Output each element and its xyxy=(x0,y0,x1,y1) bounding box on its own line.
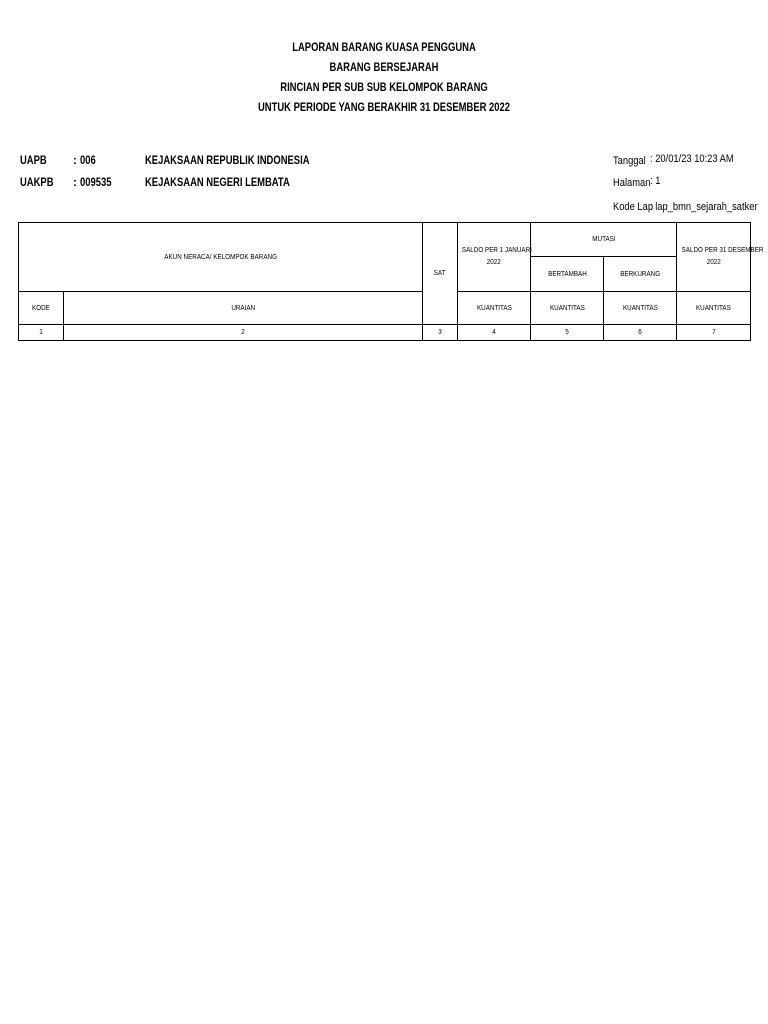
header-kuantitas-saldo-akhir: KUANTITAS xyxy=(677,292,751,325)
column-number-7: 7 xyxy=(677,325,751,341)
title-line-1: LAPORAN BARANG KUASA PENGGUNA xyxy=(292,42,476,54)
header-saldo-awal: SALDO PER 1 JANUARI 2022 xyxy=(458,223,531,292)
header-sat: SAT xyxy=(423,223,458,325)
column-number-1: 1 xyxy=(19,325,64,341)
header-kuantitas-berkurang: KUANTITAS xyxy=(604,292,677,325)
column-number-2: 2 xyxy=(64,325,423,341)
uakpb-code: 009535 xyxy=(80,177,112,189)
halaman-label: Halaman xyxy=(613,177,651,189)
report-title xyxy=(0,38,768,118)
column-number-4: 4 xyxy=(458,325,531,341)
title-line-4: UNTUK PERIODE YANG BERAKHIR 31 DESEMBER 2022 xyxy=(257,102,511,114)
uakpb-name: KEJAKSAAN NEGERI LEMBATA xyxy=(145,177,290,189)
column-number-5: 5 xyxy=(531,325,604,341)
header-berkurang: BERKURANG xyxy=(604,257,677,292)
header-saldo-akhir: SALDO PER 31 DESEMBER 2022 xyxy=(677,223,751,292)
uakpb-label: UAKPB xyxy=(20,177,54,189)
header-akun: AKUN NERACA/ KELOMPOK BARANG xyxy=(19,223,423,292)
kodelap-label: Kode Lap xyxy=(613,201,654,213)
halaman-value: : 1 xyxy=(650,175,661,187)
uapb-label: UAPB xyxy=(20,155,47,167)
uapb-name: KEJAKSAAN REPUBLIK INDONESIA xyxy=(145,155,310,167)
header-bertambah: BERTAMBAH xyxy=(531,257,604,292)
title-line-3: RINCIAN PER SUB SUB KELOMPOK BARANG xyxy=(280,82,488,94)
header-uraian: URAIAN xyxy=(64,292,423,325)
header-kuantitas-saldo-awal: KUANTITAS xyxy=(458,292,531,325)
kodelap-value: : lap_bmn_sejarah_satker xyxy=(650,201,758,213)
report-table xyxy=(18,222,764,341)
uakpb-colon: : xyxy=(73,177,77,189)
uapb-colon: : xyxy=(73,155,77,167)
title-line-2: BARANG BERSEJARAH xyxy=(329,62,439,74)
header-kuantitas-bertambah: KUANTITAS xyxy=(531,292,604,325)
tanggal-label: Tanggal xyxy=(613,155,646,167)
column-number-3: 3 xyxy=(423,325,458,341)
header-mutasi: MUTASI xyxy=(531,223,677,257)
uapb-code: 006 xyxy=(80,155,96,167)
header-kode: KODE xyxy=(19,292,64,325)
tanggal-value: : 20/01/23 10:23 AM xyxy=(650,153,734,165)
column-number-6: 6 xyxy=(604,325,677,341)
